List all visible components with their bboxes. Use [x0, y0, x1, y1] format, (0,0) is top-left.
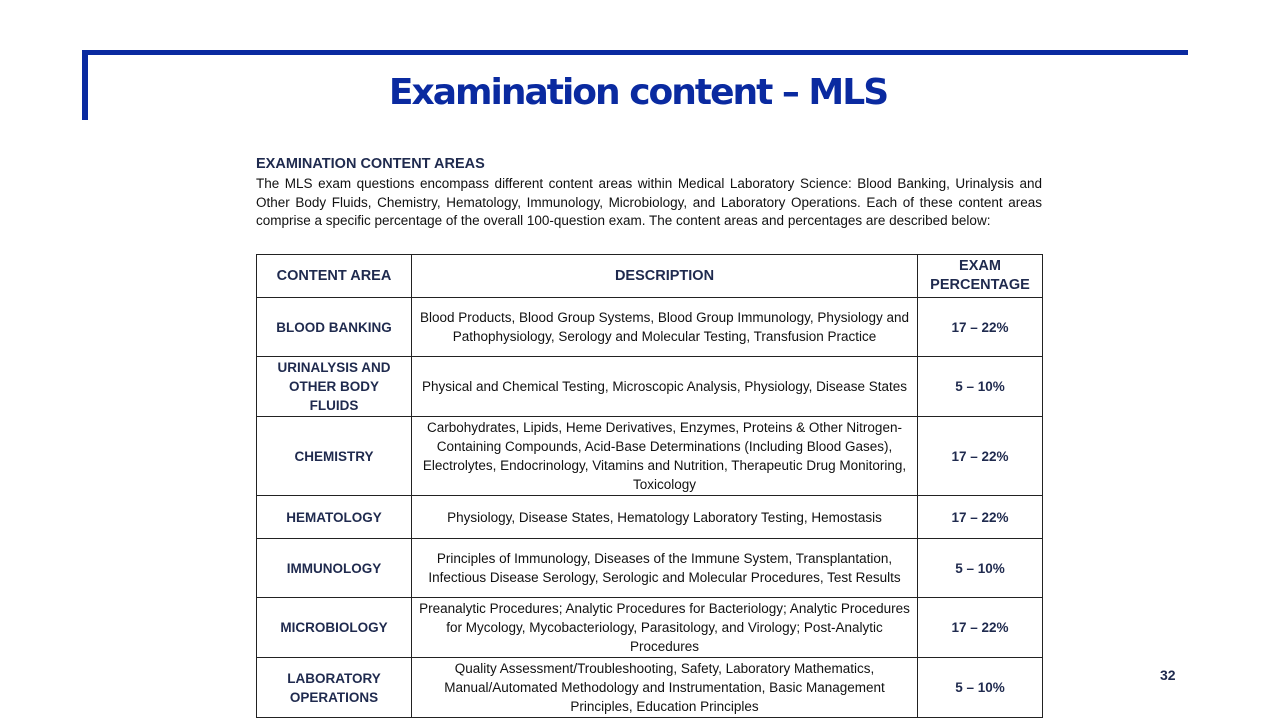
- row-percentage: 17 – 22%: [918, 496, 1043, 539]
- table-row: [257, 539, 1043, 598]
- row-area: CHEMISTRY: [257, 417, 412, 496]
- row-description: Carbohydrates, Lipids, Heme Derivatives, Enzymes, Proteins & Other Nitrogen-Containing Compounds, Acid-Base Determinations (Including Blood Gases), Electrolytes, Endocrinology, Vitamins and Nutrition, Therapeutic Drug Monitoring, Toxicology: [412, 417, 918, 496]
- table-row: [257, 598, 1043, 658]
- table-row: [257, 658, 1043, 718]
- page-number: 32: [1160, 667, 1176, 683]
- row-area: MICROBIOLOGY: [257, 598, 412, 658]
- row-percentage: 17 – 22%: [918, 298, 1043, 357]
- header-content-area: CONTENT AREA: [257, 255, 412, 298]
- table-row: [257, 357, 1043, 417]
- row-area: BLOOD BANKING: [257, 298, 412, 357]
- row-area: HEMATOLOGY: [257, 496, 412, 539]
- table-row: [257, 298, 1043, 357]
- row-area: IMMUNOLOGY: [257, 539, 412, 598]
- title-accent-bar-top: [82, 50, 1188, 55]
- row-description: Physiology, Disease States, Hematology Laboratory Testing, Hemostasis: [412, 496, 918, 539]
- table-row: [257, 496, 1043, 539]
- content-areas-intro: The MLS exam questions encompass different content areas within Medical Laboratory Science: Blood Banking, Urinalysis and Other Body Fluids, Chemistry, Hematology, Immunology, Microbiology, and Laboratory Operations. Each of these content areas comprise a specific percentage of the overall 100-question exam. The content areas and percentages are described below:: [256, 176, 1042, 228]
- row-percentage: 5 – 10%: [918, 357, 1043, 417]
- row-description: Physical and Chemical Testing, Microscopic Analysis, Physiology, Disease States: [412, 357, 918, 417]
- row-area: URINALYSIS AND OTHER BODY FLUIDS: [257, 357, 412, 417]
- row-description: Principles of Immunology, Diseases of the Immune System, Transplantation, Infectious Disease Serology, Serologic and Molecular Procedures, Test Results: [412, 539, 918, 598]
- content-areas-heading: EXAMINATION CONTENT AREAS: [256, 156, 485, 172]
- header-description: DESCRIPTION: [412, 255, 918, 298]
- row-percentage: 17 – 22%: [918, 417, 1043, 496]
- header-exam-percentage: EXAM PERCENTAGE: [918, 255, 1043, 298]
- row-percentage: 17 – 22%: [918, 598, 1043, 658]
- row-description: Quality Assessment/Troubleshooting, Safety, Laboratory Mathematics, Manual/Automated Methodology and Instrumentation, Basic Management Principles, Education Principles: [412, 658, 918, 718]
- table-row: [257, 417, 1043, 496]
- row-description: Preanalytic Procedures; Analytic Procedures for Bacteriology; Analytic Procedures for Mycology, Mycobacteriology, Parasitology, and Virology; Post-Analytic Procedures: [412, 598, 918, 658]
- content-areas-document: [256, 155, 1042, 231]
- table-header-row: [257, 255, 1043, 298]
- row-percentage: 5 – 10%: [918, 658, 1043, 718]
- row-percentage: 5 – 10%: [918, 539, 1043, 598]
- content-areas-table: [256, 254, 1043, 718]
- row-area: LABORATORY OPERATIONS: [257, 658, 412, 718]
- row-description: Blood Products, Blood Group Systems, Blood Group Immunology, Physiology and Pathophysiology, Serology and Molecular Testing, Transfusion Practice: [412, 298, 918, 357]
- slide-title: Examination content – MLS: [388, 72, 888, 113]
